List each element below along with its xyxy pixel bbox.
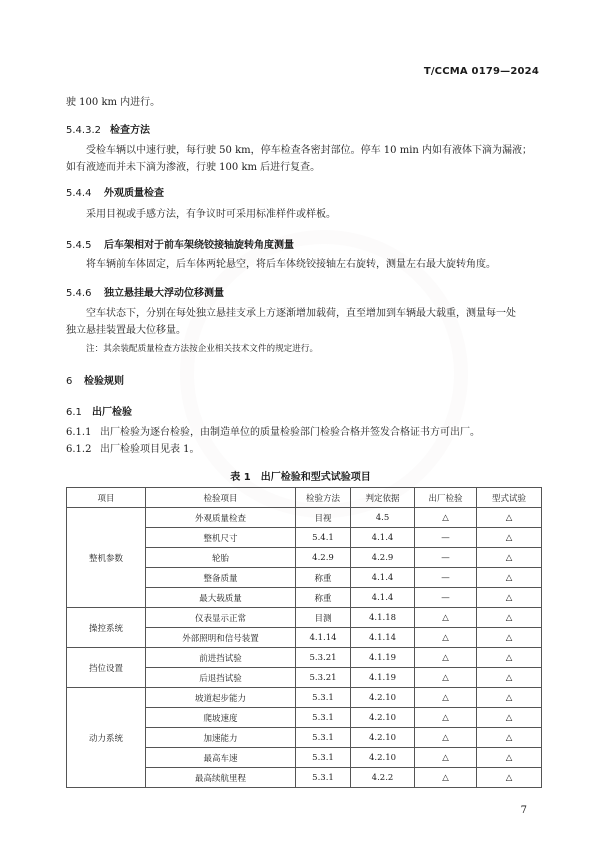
cell-type: △ [477,628,542,648]
cell-criterion: 4.2.10 [351,688,415,708]
paragraph-5-4-3-2-line1: 受检车辆以中速行驶，每行驶 50 km，停车检查各密封部位。停车 10 min 内如有液体下滴为漏液； [86,145,533,156]
heading-5-4-6 [66,284,224,299]
cell-factory: △ [415,648,477,668]
cell-criterion: 4.1.4 [351,588,415,608]
section-title: 出厂检验 [92,407,132,418]
section-title: 检查方法 [110,125,150,136]
cell-item: 最高车速 [146,748,296,768]
cell-item: 坡道起步能力 [146,688,296,708]
paragraph-5-4-5: 将车辆前车体固定，后车体两轮悬空，将后车体绕铰接轴左右旋转，测量左右最大旋转角度。 [86,259,496,270]
cell-type: △ [477,668,542,688]
cell-type: △ [477,528,542,548]
clause-text: 出厂检验为逐台检验，由制造单位的质量检验部门检验合格并签发合格证书方可出厂。 [100,427,480,438]
cell-factory: △ [415,668,477,688]
section-title: 外观质量检查 [104,188,164,199]
paragraph-5-4-6-line2: 独立悬挂装置最大位移量。 [66,325,186,336]
header-criterion: 判定依据 [351,488,415,508]
table-row [67,608,542,628]
cell-criterion: 4.2.2 [351,768,415,788]
cell-item: 整备质量 [146,568,296,588]
section-number: 5.4.6 [66,288,92,299]
cell-method: 5.3.1 [296,688,351,708]
header-method: 检验方法 [296,488,351,508]
cell-type: △ [477,748,542,768]
cell-type: △ [477,568,542,588]
cell-method: 称重 [296,588,351,608]
cell-factory: △ [415,608,477,628]
cell-type: △ [477,688,542,708]
cell-type: △ [477,608,542,628]
heading-5-4-4 [66,184,164,199]
heading-5-4-3-2 [66,121,150,136]
table-row [67,508,542,528]
paragraph-6-1-2 [66,441,200,458]
cell-criterion: 4.2.10 [351,708,415,728]
cell-criterion: 4.1.18 [351,608,415,628]
cell-method: 目测 [296,608,351,628]
cell-criterion: 4.1.4 [351,528,415,548]
cell-type: △ [477,648,542,668]
cell-item: 后退挡试验 [146,668,296,688]
section-title: 后车架相对于前车架绕铰接轴旋转角度测量 [104,240,294,251]
cell-type: △ [477,548,542,568]
section-number: 6.1 [66,407,82,418]
cell-factory: △ [415,508,477,528]
section-number: 5.4.3.2 [66,125,101,136]
cell-factory: — [415,548,477,568]
cell-type: △ [477,768,542,788]
cell-item: 整机尺寸 [146,528,296,548]
section-number: 5.4.5 [66,240,92,251]
header-type-test: 型式试验 [477,488,542,508]
cell-type: △ [477,708,542,728]
group-name-cell: 挡位设置 [67,648,146,688]
table-title: 出厂检验和型式试验项目 [260,472,371,483]
header-factory-inspection: 出厂检验 [415,488,477,508]
table-header-row [67,488,542,508]
page-number: 7 [520,805,527,816]
cell-criterion: 4.1.14 [351,628,415,648]
heading-6-1 [66,403,132,418]
cell-type: △ [477,728,542,748]
cell-criterion: 4.1.19 [351,648,415,668]
header-inspection-item: 检验项目 [146,488,296,508]
cell-type: △ [477,508,542,528]
paragraph-5-4-6-line1: 空车状态下，分别在每处独立悬挂支承上方逐渐增加载荷，直至增加到车辆最大载重，测量每一处 [86,308,516,319]
cell-item: 外观质量检查 [146,508,296,528]
cell-criterion: 4.5 [351,508,415,528]
cell-factory: △ [415,768,477,788]
cell-criterion: 4.1.4 [351,568,415,588]
cell-method: 5.3.1 [296,748,351,768]
paragraph-continuation: 驶 100 km 内进行。 [66,97,161,108]
group-name-cell: 操控系统 [67,608,146,648]
clause-number: 6.1.1 [66,427,92,438]
table-number: 表 1 [230,472,251,483]
cell-factory: △ [415,728,477,748]
paragraph-6-1-1 [66,424,480,441]
cell-method: 5.3.1 [296,768,351,788]
cell-type: △ [477,588,542,608]
section-title: 检验规则 [84,376,124,387]
section-title: 独立悬挂最大浮动位移测量 [104,288,224,299]
heading-5-4-5 [66,236,294,251]
cell-method: 称重 [296,568,351,588]
header-item-category: 项目 [67,488,146,508]
paragraph-5-4-3-2-line2: 如有液迹而并未下滴为渗液，行驶 100 km 后进行复查。 [66,162,321,173]
cell-item: 外部照明和信号装置 [146,628,296,648]
table-row [67,648,542,668]
cell-method: 5.3.1 [296,728,351,748]
note: 注：其余装配质量检查方法按企业相关技术文件的规定进行。 [86,344,319,354]
section-number: 6 [66,376,73,387]
table-row [67,688,542,708]
cell-criterion: 4.1.19 [351,668,415,688]
group-name-cell: 整机参数 [67,508,146,608]
cell-method: 4.1.14 [296,628,351,648]
cell-method: 目视 [296,508,351,528]
cell-item: 爬坡速度 [146,708,296,728]
section-number: 5.4.4 [66,188,92,199]
cell-factory: △ [415,748,477,768]
cell-method: 5.4.1 [296,528,351,548]
standard-number: T/CCMA 0179—2024 [423,66,539,77]
cell-method: 4.2.9 [296,548,351,568]
cell-factory: — [415,568,477,588]
clause-number: 6.1.2 [66,444,92,455]
cell-criterion: 4.2.9 [351,548,415,568]
cell-method: 5.3.21 [296,648,351,668]
cell-item: 轮胎 [146,548,296,568]
cell-item: 最大载质量 [146,588,296,608]
cell-factory: — [415,588,477,608]
cell-item: 前进挡试验 [146,648,296,668]
cell-item: 最高续航里程 [146,768,296,788]
cell-item: 加速能力 [146,728,296,748]
cell-item: 仪表显示正常 [146,608,296,628]
group-name-cell: 动力系统 [67,688,146,788]
clause-text: 出厂检验项目见表 1。 [100,444,200,455]
cell-method: 5.3.1 [296,708,351,728]
paragraph-5-4-4: 采用目视或手感方法，有争议时可采用标准样件或样板。 [86,209,336,220]
cell-criterion: 4.2.10 [351,728,415,748]
cell-factory: — [415,528,477,548]
heading-6 [66,372,124,387]
cell-method: 5.3.21 [296,668,351,688]
inspection-items-table [66,487,542,788]
cell-factory: △ [415,628,477,648]
cell-factory: △ [415,708,477,728]
table-caption [0,468,601,483]
cell-factory: △ [415,688,477,708]
cell-criterion: 4.2.10 [351,748,415,768]
